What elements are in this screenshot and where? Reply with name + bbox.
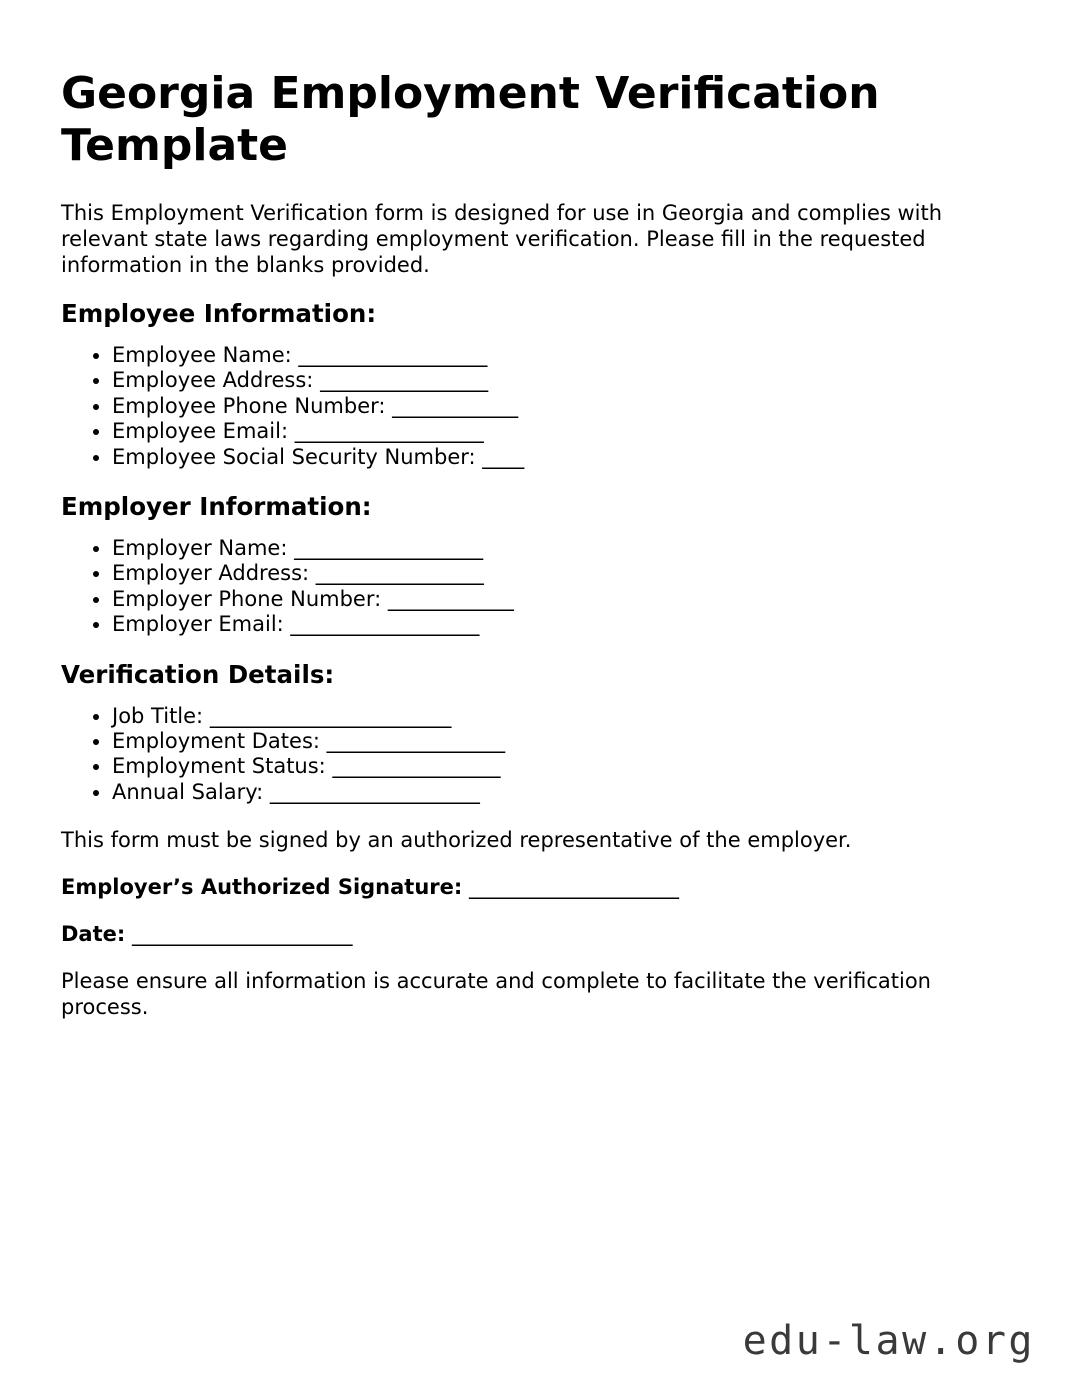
list-item-employer-email (112, 612, 1014, 637)
employer-information-list (61, 536, 1014, 638)
date-label: Date: (61, 922, 126, 947)
date-blank: _____________________ (131, 922, 353, 947)
field-blank: __________________ (298, 343, 488, 367)
field-blank: __________________ (290, 612, 480, 637)
field-label: Employer Email: (112, 612, 284, 637)
field-blank: ________________ (320, 368, 489, 393)
field-label: Employment Dates: (112, 729, 320, 754)
signature-line (61, 874, 1014, 900)
signature-note: This form must be signed by an authorized representative of the employer. (61, 828, 852, 853)
field-label: Job Title: (112, 703, 204, 728)
field-blank: __________________ (294, 419, 484, 444)
field-label: Employer Name: (112, 536, 288, 561)
site-watermark: edu-law.org (742, 1318, 1035, 1364)
field-blank: _______________________ (209, 703, 452, 728)
list-item-employer-name (112, 536, 1014, 561)
field-blank: __________________ (294, 536, 484, 561)
signature-blank: ____________________ (468, 875, 679, 900)
list-item-employee-address (112, 368, 1014, 393)
verification-details-list (61, 704, 1014, 806)
field-blank: ____________________ (269, 779, 480, 804)
field-label: Employee Name: (112, 343, 292, 367)
list-item-employee-email (112, 419, 1014, 444)
date-line (61, 921, 1014, 947)
field-blank: ________________ (332, 754, 501, 779)
list-item-employee-phone-number (112, 394, 1014, 419)
list-item-employee-name (112, 343, 1014, 368)
intro-paragraph: This Employment Verification form is designed for use in Georgia and complies with relevant state laws regarding employment verification. Please fill in the requested information in the blanks provided. (61, 201, 943, 277)
field-label: Annual Salary: (112, 779, 264, 804)
section-heading-employer-information: Employer Information: (61, 492, 372, 522)
list-item-employee-ssn (112, 445, 1014, 470)
field-label: Employment Status: (112, 754, 326, 779)
field-label: Employee Phone Number: (112, 393, 386, 418)
field-label: Employee Email: (112, 419, 289, 444)
field-label: Employee Social Security Number: (112, 444, 476, 469)
field-label: Employer Phone Number: (112, 586, 382, 611)
list-item-employment-status (112, 754, 1014, 779)
field-blank: ____ (482, 444, 525, 469)
field-blank: _________________ (326, 729, 506, 754)
closing-paragraph: Please ensure all information is accurate and complete to facilitate the verification process. (61, 969, 931, 1020)
field-label: Employee Address: (112, 368, 314, 393)
signature-label: Employer’s Authorized Signature: (61, 875, 463, 900)
employee-information-list (61, 343, 1014, 470)
section-heading-verification-details: Verification Details: (61, 659, 335, 689)
field-blank: ____________ (387, 586, 514, 611)
list-item-employer-address (112, 561, 1014, 586)
list-item-annual-salary (112, 780, 1014, 805)
list-item-job-title (112, 704, 1014, 729)
page-title: Georgia Employment Verification Template (61, 68, 880, 171)
list-item-employer-phone-number (112, 587, 1014, 612)
section-heading-employee-information: Employee Information: (61, 299, 377, 328)
field-blank: ________________ (315, 561, 484, 586)
list-item-employment-dates (112, 729, 1014, 754)
field-label: Employer Address: (112, 561, 310, 586)
field-blank: ____________ (392, 393, 519, 418)
